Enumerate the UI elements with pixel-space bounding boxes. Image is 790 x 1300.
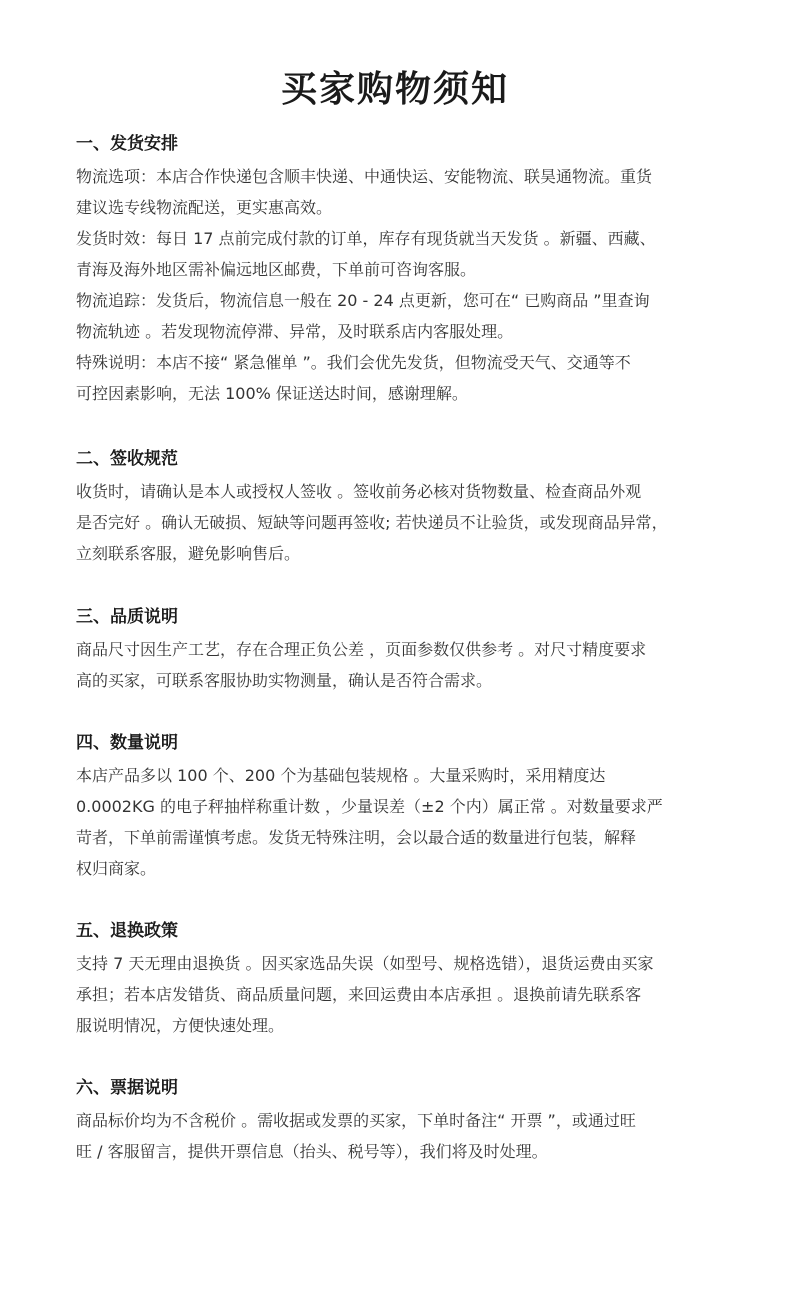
text-line: 青海及海外地区需补偏远地区邮费，下单前可咨询客服。 [76,260,477,279]
text-line: 立刻联系客服，避免影响售后。 [76,544,301,563]
text-line: 本店产品多以 100 个、200 个为基础包装规格 。大量采购时，采用精度达 [76,766,606,785]
section-heading: 二、签收规范 [76,449,178,469]
quantity-notes [76,760,726,884]
page-title: 买家购物须知 [280,69,509,110]
shipping-tracking [76,285,726,347]
section-heading: 一、发货安排 [76,134,178,154]
section-quality [76,604,726,696]
text-line: 商品标价均为不含税价 。需收据或发票的买家，下单时备注“ 开票 ”，或通过旺 [76,1111,636,1130]
text-line: 特殊说明：本店不接“ 紧急催单 ”。我们会优先发货，但物流受天气、交通等不 [76,353,631,372]
section-return-policy [76,918,726,1041]
section-shipping [76,131,726,409]
text-line: 苛者，下单前需谨慎考虑。发货无特殊注明，会以最合适的数量进行包装，解释 [76,828,637,847]
text-line: 商品尺寸因生产工艺，存在合理正负公差 ，页面参数仅供参考 。对尺寸精度要求 [76,640,647,659]
section-heading: 三、品质说明 [76,607,178,627]
section-heading: 六、票据说明 [76,1078,178,1098]
text-line: 是否完好 。确认无破损、短缺等问题再签收; 若快递员不让验货，或发现商品异常， [76,513,668,532]
section-invoice [76,1075,726,1167]
shipping-logistics-options [76,161,726,223]
text-line: 服说明情况，方便快速处理。 [76,1016,285,1035]
return-policy-notes [76,948,726,1041]
text-line: 高的买家，可联系客服协助实物测量，确认是否符合需求。 [76,671,493,690]
text-line: 发货时效：每日 17 点前完成付款的订单，库存有现货就当天发货 。新疆、西藏、 [76,229,656,248]
text-line: 物流轨迹 。若发现物流停滞、异常，及时联系店内客服处理。 [76,322,514,341]
shipping-time [76,223,726,285]
quality-notes [76,634,726,696]
section-quantity [76,730,726,884]
text-line: 可控因素影响，无法 100% 保证送达时间，感谢理解。 [76,384,468,403]
text-line: 承担；若本店发错货、商品质量问题，来回运费由本店承担 。退换前请先联系客 [76,985,642,1004]
invoice-notes [76,1105,726,1167]
text-line: 收货时，请确认是本人或授权人签收 。签收前务必核对货物数量、检查商品外观 [76,482,642,501]
receipt-rules [76,476,726,569]
text-line: 物流追踪：发货后，物流信息一般在 20 - 24 点更新，您可在“ 已购商品 ”里查询 [76,291,650,310]
section-heading: 四、数量说明 [76,733,178,753]
text-line: 支持 7 天无理由退换货 。因买家选品失误（如型号、规格选错），退货运费由买家 [76,954,654,973]
section-heading: 五、退换政策 [76,921,178,941]
text-line: 权归商家。 [76,859,157,878]
section-receipt [76,446,726,569]
text-line: 旺 / 客服留言，提供开票信息（抬头、税号等），我们将及时处理。 [76,1142,548,1161]
text-line: 建议选专线物流配送，更实惠高效。 [76,198,333,217]
text-line: 物流选项：本店合作快递包含顺丰快递、中通快运、安能物流、联昊通物流。重货 [76,167,653,186]
text-line: 0.0002KG 的电子秤抽样称重计数 ，少量误差（±2 个内）属正常 。对数量要求严 [76,797,663,816]
shipping-special-note [76,347,726,409]
